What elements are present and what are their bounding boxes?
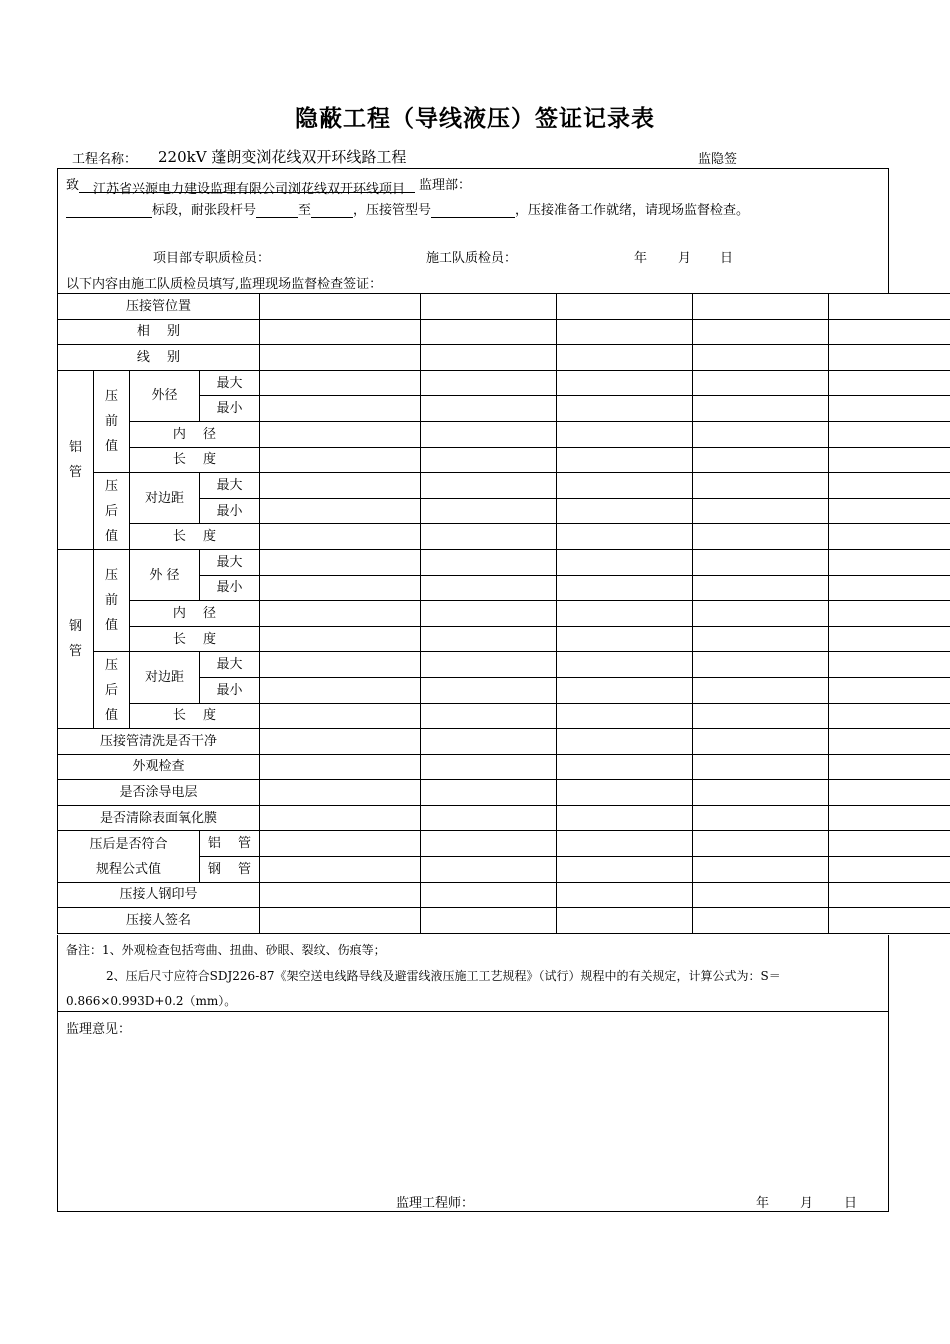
st-outer-max: 最大 — [200, 549, 260, 575]
opinion-month: 月 — [800, 1196, 814, 1211]
request-header — [57, 168, 889, 294]
opinion-label: 监理意见： — [66, 1022, 132, 1037]
conform-line-1: 压后是否符合 — [89, 836, 168, 852]
to-label: 致 — [66, 178, 80, 193]
page-title: 隐蔽工程（导线液压）签证记录表 — [295, 106, 655, 132]
notes-section — [57, 935, 889, 1012]
al-outer-min: 最小 — [200, 396, 260, 422]
ready-text: ，压接准备工作就绪，请现场监督检查。 — [515, 203, 750, 218]
st-outer-min: 最小 — [200, 575, 260, 601]
al-length-post-label: 长 度 — [130, 524, 260, 550]
note-2: 2、压后尺寸应符合SDJ226-87《架空送电线路导线及避雷线液压施工工艺规程》（试行）规程中的有关规定，计算公式为：S＝ — [106, 969, 781, 983]
conform-line-2: 规程公式值 — [95, 861, 161, 877]
tube-type-blank[interactable] — [431, 203, 515, 218]
st-length-post-label: 长 度 — [130, 703, 260, 729]
pole-to-blank[interactable] — [311, 203, 353, 218]
al-length-pre-label: 长 度 — [130, 447, 260, 473]
al-flats-label: 对边距 — [130, 473, 200, 524]
steel-tube-label: 钢管 — [58, 549, 94, 728]
al-flats-max: 最大 — [200, 473, 260, 499]
st-flats-label: 对边距 — [130, 652, 200, 703]
opinion-day: 日 — [844, 1196, 858, 1211]
conform-al-label: 铝 管 — [200, 831, 260, 857]
note-3: 0.866×0.993D+0.2（mm）。 — [66, 994, 237, 1008]
st-post-label: 压后值 — [94, 652, 130, 729]
header-year: 年 — [634, 251, 648, 266]
opinion-section — [57, 1011, 889, 1212]
al-pre-label: 压前值 — [94, 370, 130, 472]
st-flats-min: 最小 — [200, 677, 260, 703]
team-inspector-label: 施工队质检员： — [426, 251, 518, 266]
conform-label — [58, 831, 200, 882]
aluminum-tube-label: 铝管 — [58, 370, 94, 549]
tube-type-label: ，压接管型号 — [353, 203, 432, 218]
line-label: 线 别 — [58, 345, 260, 371]
instruction-text: 以下内容由施工队质检员填写,监理现场监督检查签证： — [66, 277, 383, 292]
company-name: 江苏省兴源电力建设监理有限公司浏花线双开环线项目 — [79, 178, 415, 193]
phase-label: 相 别 — [58, 319, 260, 345]
al-inner-label: 内 径 — [130, 421, 260, 447]
al-post-label: 压后值 — [94, 473, 130, 550]
project-inspector-label: 项目部专职质检员： — [153, 251, 271, 266]
to-word: 至 — [298, 203, 312, 218]
project-line — [72, 147, 892, 165]
st-flats-max: 最大 — [200, 652, 260, 678]
st-outer-label: 外 径 — [130, 549, 200, 600]
clean-label: 压接管清洗是否干净 — [58, 729, 260, 755]
inspection-table — [57, 293, 950, 934]
engineer-label: 监理工程师： — [396, 1196, 475, 1211]
al-outer-label: 外径 — [130, 370, 200, 421]
opinion-year: 年 — [756, 1196, 770, 1211]
header-month: 月 — [678, 251, 692, 266]
stamp-label: 压接人钢印号 — [58, 882, 260, 908]
signer-label: 压接人签名 — [58, 908, 260, 934]
appearance-label: 外观检查 — [58, 754, 260, 780]
conform-st-label: 钢 管 — [200, 857, 260, 883]
al-outer-max: 最大 — [200, 370, 260, 396]
section-label: 标段，耐张段杆号 — [152, 203, 257, 218]
record-code: 监隐签 — [698, 152, 738, 167]
st-pre-label: 压前值 — [94, 549, 130, 651]
al-flats-min: 最小 — [200, 498, 260, 524]
st-length-pre-label: 长 度 — [130, 626, 260, 652]
project-label: 工程名称： — [72, 152, 138, 167]
coating-label: 是否涂导电层 — [58, 780, 260, 806]
position-label: 压接管位置 — [58, 294, 260, 320]
header-day: 日 — [720, 251, 734, 266]
dept-label: 监理部： — [419, 178, 472, 193]
project-name: 220kV 蓬朗变浏花线双开环线路工程 — [158, 148, 407, 166]
note-1: 备注：1、外观检查包括弯曲、扭曲、砂眼、裂纹、伤痕等； — [66, 943, 386, 957]
section-blank[interactable] — [66, 203, 152, 218]
pole-from-blank[interactable] — [256, 203, 298, 218]
st-inner-label: 内 径 — [130, 601, 260, 627]
oxide-label: 是否清除表面氧化膜 — [58, 805, 260, 831]
